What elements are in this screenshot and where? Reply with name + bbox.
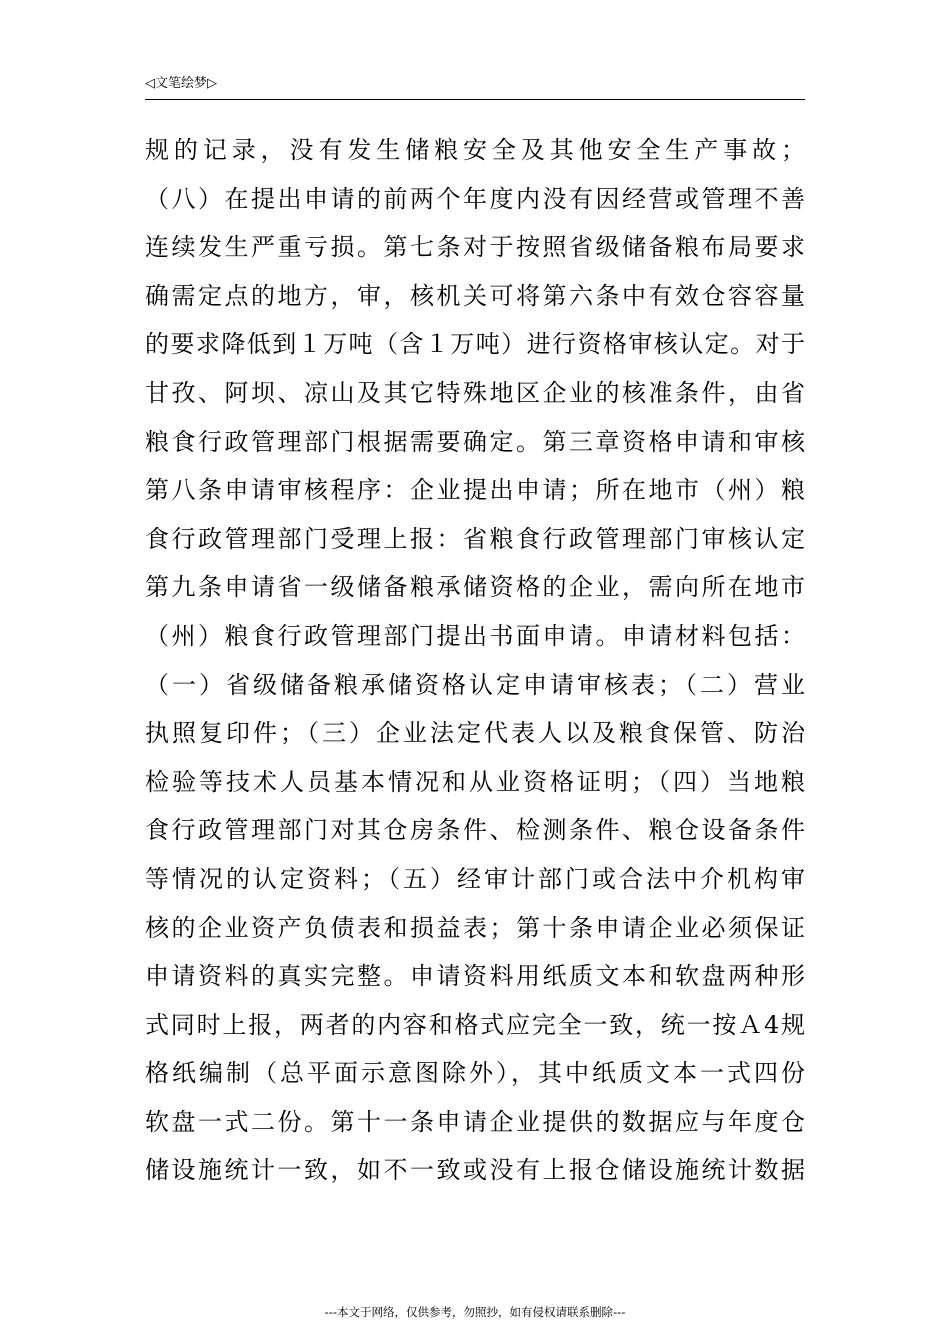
body-line: 式同时上报，两者的内容和格式应完全一致，统一按Ａ4规 <box>145 1010 807 1039</box>
body-line: （一）省级储备粮承储资格认定申请审核表；（二）营业 <box>145 670 808 699</box>
body-line: 第八条申请审核程序：企业提出申请；所在地市（州）粮 <box>145 476 808 505</box>
body-line: 核的企业资产负债表和损益表；第十条申请企业必须保证 <box>145 913 808 942</box>
triangle-left-icon: ◁ <box>145 76 155 91</box>
body-line: 等情况的认定资料；（五）经审计部门或合法中介机构审 <box>145 864 808 893</box>
header-brand-label: 文笔绘梦 <box>155 76 208 91</box>
body-line: 的要求降低到１万吨（含１万吨）进行资格审核认定。对于 <box>145 330 807 359</box>
body-line: 申请资料的真实完整。申请资料用纸质文本和软盘两种形 <box>145 962 808 991</box>
body-line: 甘孜、阿坝、凉山及其它特殊地区企业的核准条件，由省 <box>145 378 808 407</box>
body-line: 执照复印件；（三）企业法定代表人以及粮食保管、防治 <box>145 719 808 748</box>
body-line: 食行政管理部门对其仓房条件、检测条件、粮仓设备条件 <box>145 816 808 845</box>
body-line: 软盘一式二份。第十一条申请企业提供的数据应与年度仓 <box>145 1107 808 1136</box>
body-line: 储设施统计一致，如不一致或没有上报仓储设施统计数据 <box>145 1156 808 1185</box>
triangle-right-icon: ▷ <box>207 76 218 91</box>
body-line: 格纸编制（总平面示意图除外），其中纸质文本一式四份 <box>145 1059 808 1088</box>
body-line: 食行政管理部门受理上报：省粮食行政管理部门审核认定 <box>145 524 808 553</box>
body-line: （州）粮食行政管理部门提出书面申请。申请材料包括： <box>145 621 808 650</box>
body-line: 第九条申请省一级储备粮承储资格的企业，需向所在地市 <box>145 573 808 602</box>
body-line: （八）在提出申请的前两个年度内没有因经营或管理不善 <box>145 184 808 213</box>
header-brand <box>145 76 217 92</box>
page-footer-disclaimer: ---本文于网络，仅供参考，勿照抄，如有侵权请联系删除--- <box>324 1305 626 1319</box>
body-line: 确需定点的地方，审，核机关可将第六条中有效仓容容量 <box>145 281 808 310</box>
body-line: 粮食行政管理部门根据需要确定。第三章资格申请和审核 <box>145 427 808 456</box>
body-line: 规的记录，没有发生储粮安全及其他安全生产事故； <box>145 136 810 164</box>
document-body <box>145 126 810 1195</box>
body-line: 连续发生严重亏损。第七条对于按照省级储备粮布局要求 <box>145 233 808 262</box>
body-line: 检验等技术人员基本情况和从业资格证明；（四）当地粮 <box>145 767 808 796</box>
page-header <box>145 72 805 100</box>
